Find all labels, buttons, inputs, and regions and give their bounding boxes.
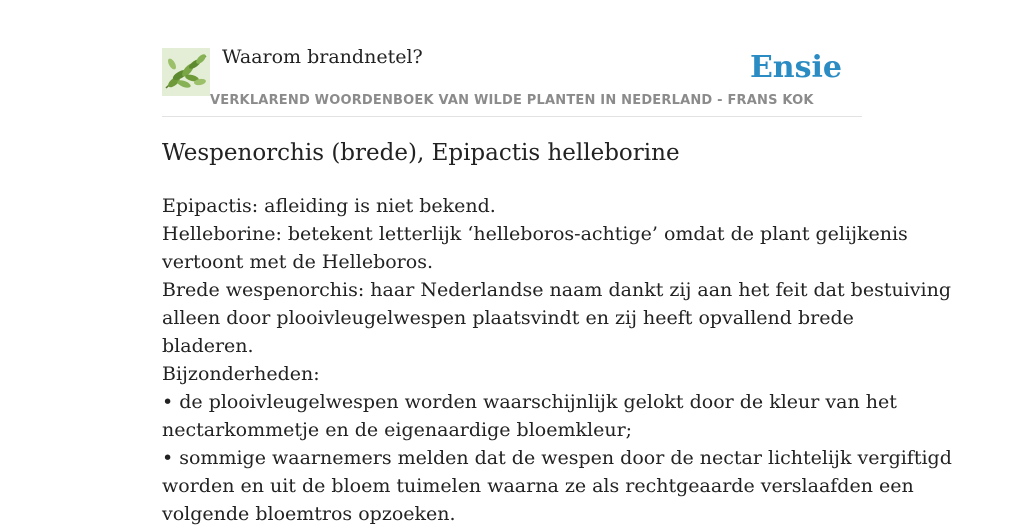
plant-leaves-icon bbox=[162, 48, 210, 96]
body-line: • de plooivleugelwespen worden waarschijnlijk gelokt door de kleur van het bbox=[162, 391, 897, 413]
source-label: VERKLAREND WOORDENBOEK VAN WILDE PLANTEN IN NEDERLAND - FRANS KOK bbox=[210, 93, 814, 108]
body-line: Epipactis: afleiding is niet bekend. bbox=[162, 195, 496, 217]
header bbox=[162, 46, 862, 117]
body-line: vertoont met de Helleboros. bbox=[162, 251, 433, 273]
body-line: nectarkommetje en de eigenaardige bloemkleur; bbox=[162, 419, 633, 441]
body-line: Bijzonderheden: bbox=[162, 363, 320, 385]
body-line: bladeren. bbox=[162, 335, 254, 357]
entry-body bbox=[162, 192, 952, 528]
body-line: Helleborine: betekent letterlijk ‘helleboros-achtige’ omdat de plant gelijkenis bbox=[162, 223, 908, 245]
body-line: volgende bloemtros opzoeken. bbox=[162, 503, 456, 525]
body-line: worden en uit de bloem tuimelen waarna ze als rechtgeaarde verslaafden een bbox=[162, 475, 914, 497]
brand-logo[interactable]: Ensie bbox=[749, 50, 842, 85]
body-line: • sommige waarnemers melden dat de wespen door de nectar lichtelijk vergiftigd bbox=[162, 447, 952, 469]
entry-title: Wespenorchis (brede), Epipactis helleborine bbox=[162, 140, 680, 166]
body-line: Brede wespenorchis: haar Nederlandse naam dankt zij aan het feit dat bestuiving bbox=[162, 279, 951, 301]
body-line: alleen door plooivleugelwespen plaatsvindt en zij heeft opvallend brede bbox=[162, 307, 854, 329]
page-title: Waarom brandnetel? bbox=[222, 46, 423, 68]
